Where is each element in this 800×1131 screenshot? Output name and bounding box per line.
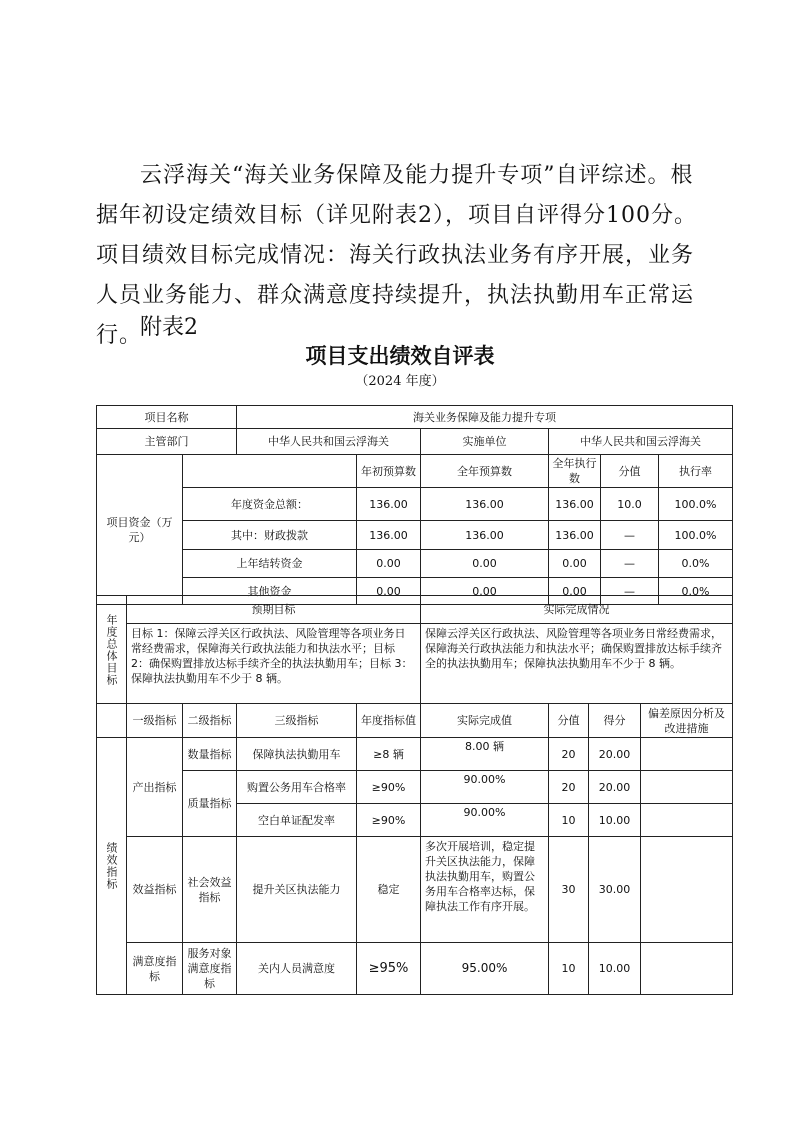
indicator-actual: 8.00 辆 bbox=[421, 738, 549, 771]
indicator-score: 10 bbox=[549, 943, 589, 995]
indicator-score: 10 bbox=[549, 804, 589, 837]
indicator-actual: 90.00% bbox=[421, 771, 549, 804]
funds-row bbox=[97, 550, 733, 578]
indicator-name: 购置公务用车合格率 bbox=[237, 771, 357, 804]
service-satisfaction-indicator-label: 服务对象满意度指标 bbox=[183, 943, 237, 995]
project-name-label: 项目名称 bbox=[97, 406, 237, 429]
indicator-got: 10.00 bbox=[589, 943, 641, 995]
indicator-target: ≥95% bbox=[357, 943, 421, 995]
funds-row bbox=[97, 521, 733, 550]
dept-value: 中华人民共和国云浮海关 bbox=[237, 429, 421, 455]
indicator-target: ≥90% bbox=[357, 771, 421, 804]
funds-row-name: 年度资金总额： bbox=[183, 488, 357, 521]
indicator-name: 空白单证配发率 bbox=[237, 804, 357, 837]
indicator-name: 保障执法执勤用车 bbox=[237, 738, 357, 771]
funds-row-name: 其他资金 bbox=[183, 578, 357, 605]
intro-paragraph: 云浮海关“海关业务保障及能力提升专项”自评综述。根据年初设定绩效目标（详见附表2），项目自评得分100分。项目绩效目标完成情况：海关行政执法业务有序开展，业务人员业务能力、群众满意度持续提升，执法执勤用车正常运行。 bbox=[96, 163, 697, 348]
funds-cell: 136.00 bbox=[357, 488, 421, 521]
indicator-header: 一级指标 bbox=[127, 704, 183, 738]
indicator-header-blank bbox=[97, 704, 127, 738]
funds-cell: — bbox=[601, 550, 659, 578]
funds-cell: 0.0% bbox=[659, 578, 733, 605]
expected-goal-text: 目标 1：保障云浮关区行政执法、风险管理等各项业务日常经费需求，保障海关行政执法能力和执法水平；目标 2：确保购置排放达标手续齐全的执法执勤用车；目标 3：保障执法执勤用车不少于 8 辆。 bbox=[127, 624, 421, 704]
indicator-row bbox=[97, 771, 733, 804]
funds-cell: 136.00 bbox=[421, 521, 549, 550]
indicator-row bbox=[97, 837, 733, 943]
goals-label: 年度总体目标 bbox=[97, 596, 127, 704]
funds-cell: 0.00 bbox=[421, 550, 549, 578]
indicator-header: 分值 bbox=[549, 704, 589, 738]
funds-row-name: 其中：财政拨款 bbox=[183, 521, 357, 550]
self-evaluation-table bbox=[96, 405, 733, 605]
indicator-note bbox=[641, 804, 733, 837]
indicator-note bbox=[641, 943, 733, 995]
goals-indicators-table bbox=[96, 595, 733, 995]
dept-label: 主管部门 bbox=[97, 429, 237, 455]
performance-indicators-label: 绩效指标 bbox=[97, 738, 127, 995]
funds-cell: 0.0% bbox=[659, 550, 733, 578]
indicator-got: 30.00 bbox=[589, 837, 641, 943]
indicator-got: 20.00 bbox=[589, 771, 641, 804]
indicator-row bbox=[97, 738, 733, 771]
indicator-note bbox=[641, 837, 733, 943]
funds-cell: — bbox=[601, 578, 659, 605]
indicator-score: 20 bbox=[549, 771, 589, 804]
indicator-got: 10.00 bbox=[589, 804, 641, 837]
impl-value: 中华人民共和国云浮海关 bbox=[549, 429, 733, 455]
funds-label: 项目资金（万元） bbox=[97, 455, 183, 605]
project-name-value: 海关业务保障及能力提升专项 bbox=[237, 406, 733, 429]
appendix-label: 附表2 bbox=[140, 315, 198, 340]
indicator-actual: 多次开展培训，稳定提升关区执法能力，保障执法执勤用车，购置公务用车合格率达标，保障执法工作有序开展。 bbox=[421, 837, 549, 943]
indicator-target: 稳定 bbox=[357, 837, 421, 943]
funds-header: 全年预算数 bbox=[421, 455, 549, 488]
indicator-actual: 95.00% bbox=[421, 943, 549, 995]
indicator-header: 实际完成值 bbox=[421, 704, 549, 738]
funds-cell: 136.00 bbox=[549, 488, 601, 521]
table-title: 项目支出绩效自评表 bbox=[305, 344, 495, 368]
satisfaction-indicator-label: 满意度指标 bbox=[127, 943, 183, 995]
funds-cell: 0.00 bbox=[357, 550, 421, 578]
funds-cell: 136.00 bbox=[421, 488, 549, 521]
actual-goal-text: 保障云浮关区行政执法、风险管理等各项业务日常经费需求，保障海关行政执法能力和执法水平；确保购置排放达标手续齐全的执法执勤用车；保障执法执勤用车不少于 8 辆。 bbox=[421, 624, 733, 704]
funds-cell: 136.00 bbox=[549, 521, 601, 550]
funds-header: 全年执行数 bbox=[549, 455, 601, 488]
funds-cell: 10.0 bbox=[601, 488, 659, 521]
funds-cell: 0.00 bbox=[357, 578, 421, 605]
funds-row bbox=[97, 488, 733, 521]
indicator-score: 30 bbox=[549, 837, 589, 943]
table-year: （2024 年度） bbox=[355, 374, 445, 389]
funds-header: 年初预算数 bbox=[357, 455, 421, 488]
indicator-actual: 90.00% bbox=[421, 804, 549, 837]
funds-cell: 0.00 bbox=[549, 578, 601, 605]
indicator-name: 提升关区执法能力 bbox=[237, 837, 357, 943]
funds-cell: 136.00 bbox=[357, 521, 421, 550]
funds-header: 执行率 bbox=[659, 455, 733, 488]
funds-cell: 100.0% bbox=[659, 488, 733, 521]
impl-label: 实施单位 bbox=[421, 429, 549, 455]
indicator-header: 二级指标 bbox=[183, 704, 237, 738]
indicator-got: 20.00 bbox=[589, 738, 641, 771]
funds-header-blank bbox=[183, 455, 357, 488]
indicator-header: 三级指标 bbox=[237, 704, 357, 738]
quality-indicator-label: 质量指标 bbox=[183, 771, 237, 837]
expected-goal-label: 预期目标 bbox=[127, 596, 421, 624]
output-indicator-label: 产出指标 bbox=[127, 738, 183, 837]
funds-cell: 0.00 bbox=[549, 550, 601, 578]
funds-cell: — bbox=[601, 521, 659, 550]
indicator-header: 年度指标值 bbox=[357, 704, 421, 738]
indicator-note bbox=[641, 771, 733, 804]
funds-row-name: 上年结转资金 bbox=[183, 550, 357, 578]
funds-header: 分值 bbox=[601, 455, 659, 488]
indicator-target: ≥90% bbox=[357, 804, 421, 837]
indicator-row bbox=[97, 943, 733, 995]
indicator-target: ≥8 辆 bbox=[357, 738, 421, 771]
indicator-note bbox=[641, 738, 733, 771]
actual-goal-label: 实际完成情况 bbox=[421, 596, 733, 624]
funds-cell: 0.00 bbox=[421, 578, 549, 605]
indicator-score: 20 bbox=[549, 738, 589, 771]
funds-cell: 100.0% bbox=[659, 521, 733, 550]
benefit-indicator-label: 效益指标 bbox=[127, 837, 183, 943]
indicator-header: 得分 bbox=[589, 704, 641, 738]
indicator-name: 关内人员满意度 bbox=[237, 943, 357, 995]
social-benefit-indicator-label: 社会效益指标 bbox=[183, 837, 237, 943]
quantity-indicator-label: 数量指标 bbox=[183, 738, 237, 771]
indicator-header: 偏差原因分析及改进措施 bbox=[641, 704, 733, 738]
